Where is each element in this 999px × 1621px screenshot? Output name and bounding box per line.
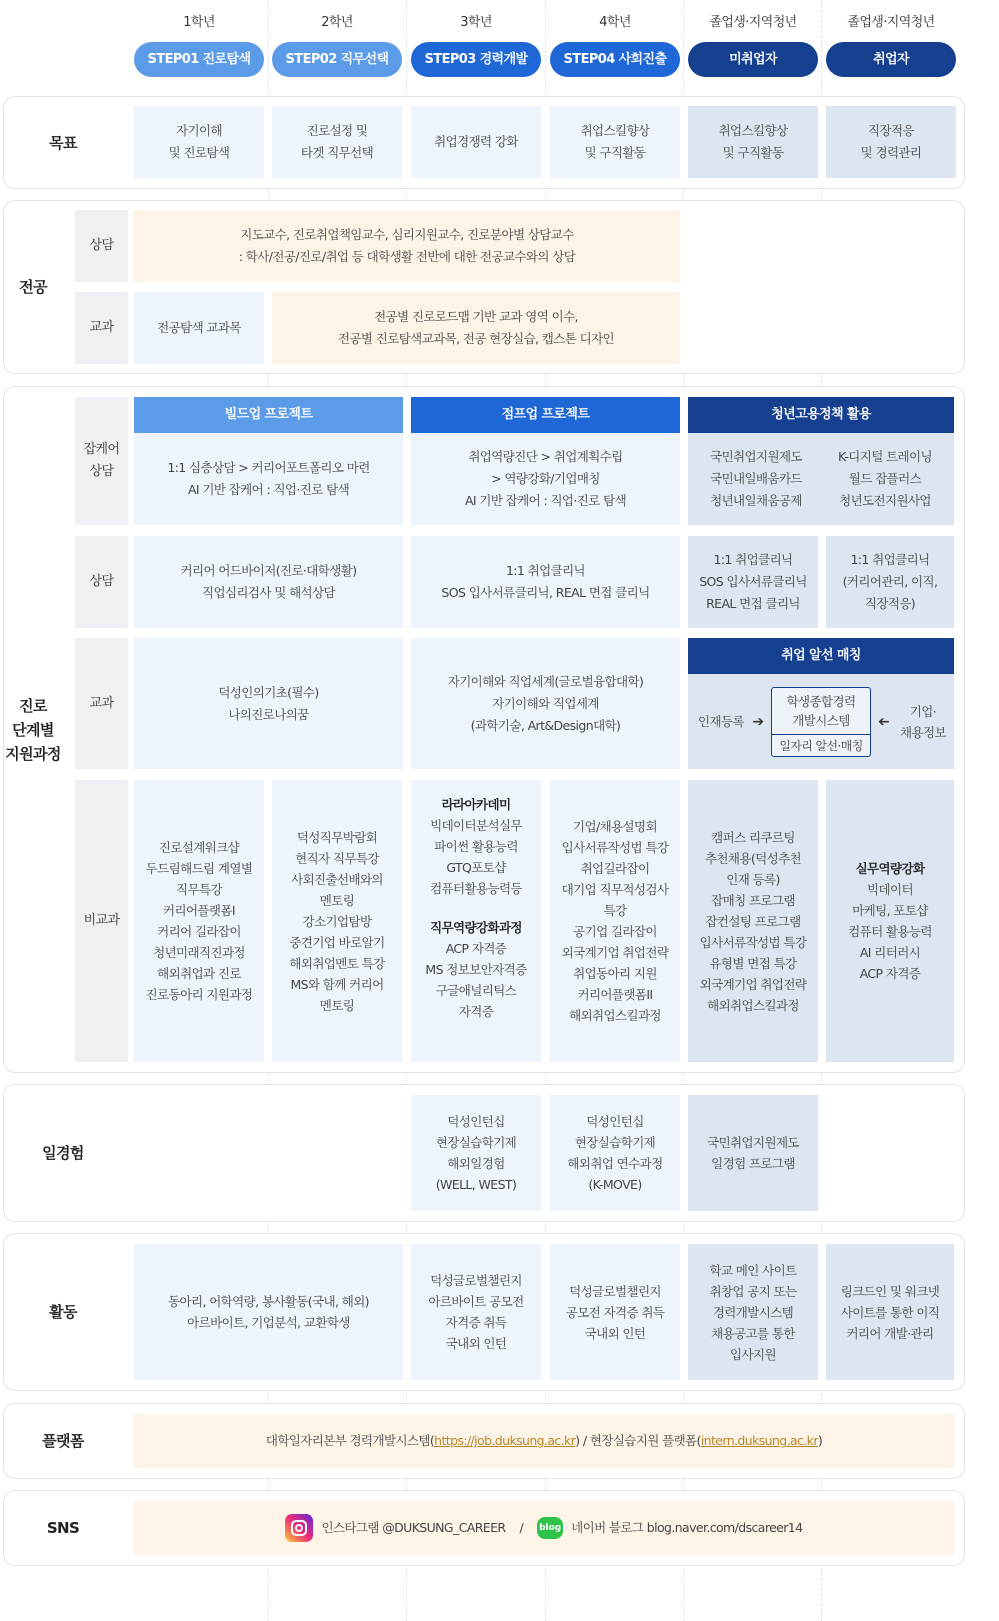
activity-cell-3: 덕성글로벌챌린지 아르바이트 공모전 자격증 취득 국내외 인턴 xyxy=(411,1244,541,1380)
work-cell-3: 덕성인턴십 현장실습학기제 해외일경험 (WELL, WEST) xyxy=(411,1095,541,1211)
counsel-cell-3: 1:1 취업클리닉 SOS 입사서류클리닉 REAL 면접 클리닉 xyxy=(688,536,818,628)
counsel-cell-1: 커리어 어드바이저(진로·대학생활) 직업심리검사 및 해석상담 xyxy=(134,536,403,628)
work-cell-4: 덕성인턴십 현장실습학기제 해외취업 연수과정 (K-MOVE) xyxy=(550,1095,680,1211)
intern-platform-link[interactable]: intern.duksung.ac.kr xyxy=(700,1433,818,1448)
year-label: 4학년 xyxy=(599,15,631,30)
noncourse-cell-6: 실무역량강화 빅데이터 마케팅, 포토샵 컴퓨터 활용능력 AI 리터러시 ACP 자격증 xyxy=(826,780,954,1062)
stage-noncourse-label: 비교과 xyxy=(75,780,128,1062)
sns-separator: / xyxy=(519,1520,524,1535)
noncourse-cell-1: 진로설계워크샵 두드림해드림 계열별 직무특강 커리어플랫폼I 커리어 길라잡이 청년미래직진과정 해외취업과 진로 진로동아리 지원과정 xyxy=(134,780,264,1062)
platform-prefix: 대학일자리본부 경력개발시스템( xyxy=(265,1433,435,1448)
platform-suffix: ) xyxy=(817,1433,823,1448)
course-cell-1: 덕성인의기초(필수) 나의진로나의꿈 xyxy=(134,638,403,769)
major-course-label: 교과 xyxy=(75,292,128,364)
counsel-cell-4: 1:1 취업클리닉 (커리어관리, 이직, 직장적응) xyxy=(826,536,954,628)
job-matching-bar: 취업 알선 매칭 xyxy=(688,638,954,674)
naver-blog-icon[interactable]: blog xyxy=(537,1517,563,1539)
goal-cell-1: 자기이해 및 진로탐색 xyxy=(134,106,264,178)
work-cell-5: 국민취업지원제도 일경험 프로그램 xyxy=(688,1095,818,1211)
activity-cell-5: 학교 메인 사이트 취창업 공지 또는 경력개발시스템 채용공고를 통한 입사지원 xyxy=(688,1244,818,1380)
matching-talent-register: 인재등록 xyxy=(698,714,744,729)
noncourse-cell-5: 캠퍼스 리쿠르팅 추천채용(덕성추천 인재 등록) 잡매칭 프로그램 잡컨설팅 프로그램 입사서류작성법 특강 유형별 면접 특강 외국계기업 취업전략 해외취업스킬과정 xyxy=(688,780,818,1062)
activity-cell-12: 동아리, 어학역량, 봉사활동(국내, 해외) 아르바이트, 기업분석, 교환학생 xyxy=(134,1244,403,1380)
jobcare-cell-1: 1:1 심층상담 > 커리어포트폴리오 마련 AI 기반 잡케어 : 직업·진로 탐색 xyxy=(134,433,403,525)
goal-cell-2: 진로설정 및 타겟 직무선택 xyxy=(272,106,402,178)
goal-cell-6: 직장적응 및 경력관리 xyxy=(826,106,956,178)
stage-jobcare-label: 잡케어 상담 xyxy=(75,397,128,525)
major-counsel-cell: 지도교수, 진로취업책임교수, 심리지원교수, 진로분야별 상담교수 : 학사/전공/진로/취업 등 대학생활 전반에 대한 전공교수와의 상담 xyxy=(134,210,680,282)
step-pill-3: STEP03 경력개발 xyxy=(411,42,541,77)
goal-cell-4: 취업스킬향상 및 구직활동 xyxy=(550,106,680,178)
activity-cell-6: 링크드인 및 워크넷 사이트를 통한 이직 커리어 개발·관리 xyxy=(826,1244,954,1380)
matching-company-info: 기업· 채용정보 xyxy=(900,704,946,740)
sns-cell xyxy=(134,1501,954,1555)
year-label: 3학년 xyxy=(460,15,492,30)
platform-cell xyxy=(134,1414,954,1468)
major-course-left: 전공탐색 교과목 xyxy=(134,292,264,364)
instagram-icon[interactable] xyxy=(285,1514,313,1542)
year-label: 1학년 xyxy=(183,15,215,30)
step-pill-4: STEP04 사회진출 xyxy=(550,42,680,77)
youth-policy-bar: 청년고용정책 활용 xyxy=(688,397,954,433)
jobcare-policy-list-b: K-디지털 트레이닝 월드 잡플러스 청년도전지원사업 xyxy=(838,449,932,508)
work-label: 일경험 xyxy=(42,1144,84,1162)
matching-system-title: 학생종합경력 개발시스템 xyxy=(786,694,856,728)
counsel-cell-2: 1:1 취업클리닉 SOS 입사서류클리닉, REAL 면접 클리닉 xyxy=(411,536,680,628)
goal-cell-5: 취업스킬향상 및 구직활동 xyxy=(688,106,818,178)
year-label: 2학년 xyxy=(321,15,353,30)
stage-label: 진로 단계별 지원과정 xyxy=(5,696,61,763)
major-counsel-label: 상담 xyxy=(75,210,128,282)
arrow-left-icon: ➔ xyxy=(878,714,890,730)
jumpup-project-bar: 점프업 프로젝트 xyxy=(411,397,680,433)
platform-label: 플랫폼 xyxy=(42,1432,84,1450)
step-pill-2: STEP02 직무선택 xyxy=(272,42,402,77)
major-label: 전공 xyxy=(19,278,47,296)
platform-middle: ) / 현장실습지원 플랫폼( xyxy=(575,1433,701,1448)
jobcare-cell-2: 취업역량진단 > 취업계획수립 > 역량강화/기업매칭 AI 기반 잡케어 : 직업·진로 탐색 xyxy=(411,433,680,525)
jobcare-policy-list-a: 국민취업지원제도 국민내일배움카드 청년내일채움공제 xyxy=(710,449,802,508)
naver-blog-address[interactable]: 네이버 블로그 blog.naver.com/dscareer14 xyxy=(571,1520,803,1535)
noncourse-cell-2: 덕성직무박람회 현직자 직무특강 사회진출선배와의 멘토링 강소기업탐방 중견기업 바로알기 해외취업멘토 특강 MS와 함께 커리어 멘토링 xyxy=(272,780,402,1062)
step-pill-1: STEP01 진로탐색 xyxy=(134,42,264,77)
buildup-project-bar: 빌드업 프로젝트 xyxy=(134,397,403,433)
step-pill-unemployed: 미취업자 xyxy=(688,42,818,77)
instagram-handle[interactable]: 인스타그램 @DUKSUNG_CAREER xyxy=(321,1520,506,1535)
matching-system-box xyxy=(771,687,871,757)
major-course-right: 전공별 진로로드맵 기반 교과 영역 이수, 전공별 진로탐색교과목, 전공 현장실습, 캡스톤 디자인 xyxy=(272,292,680,364)
year-label: 졸업생·지역청년 xyxy=(847,15,935,30)
sns-label: SNS xyxy=(46,1519,80,1537)
career-system-link[interactable]: https://job.duksung.ac.kr xyxy=(434,1433,576,1448)
noncourse-cell-4: 기업/채용설명회 입사서류작성법 특강 취업길라잡이 대기업 직무적성검사 특강 공기업 길라잡이 외국계기업 취업전략 취업동아리 지원 커리어플랫폼II 해외취업스킬과정 xyxy=(550,780,680,1062)
activity-label: 활동 xyxy=(49,1303,77,1321)
year-label: 졸업생·지역청년 xyxy=(709,15,797,30)
step-pill-employed: 취업자 xyxy=(826,42,956,77)
arrow-right-icon: ➔ xyxy=(752,714,764,730)
noncourse-cell-3: 라라아카데미 빅데이터분석실무 파이썬 활용능력 GTQ포토샵 컴퓨터활용능력등 직무역량강화과정 ACP 자격증 MS 정보보안자격증 구글애널리틱스 자격증 xyxy=(411,780,541,1062)
stage-counsel-label: 상담 xyxy=(75,536,128,628)
matching-system-sub: 일자리 알선·매칭 xyxy=(772,734,870,756)
goal-cell-3: 취업경쟁력 강화 xyxy=(411,106,541,178)
stage-course-label: 교과 xyxy=(75,638,128,769)
activity-cell-4: 덕성글로벌챌린지 공모전 자격증 취득 국내외 인턴 xyxy=(550,1244,680,1380)
goal-label: 목표 xyxy=(49,133,77,152)
course-cell-2: 자기이해와 직업세계(글로벌융합대학) 자기이해와 직업세계 (과학기술, Art&Design대학) xyxy=(411,638,680,769)
